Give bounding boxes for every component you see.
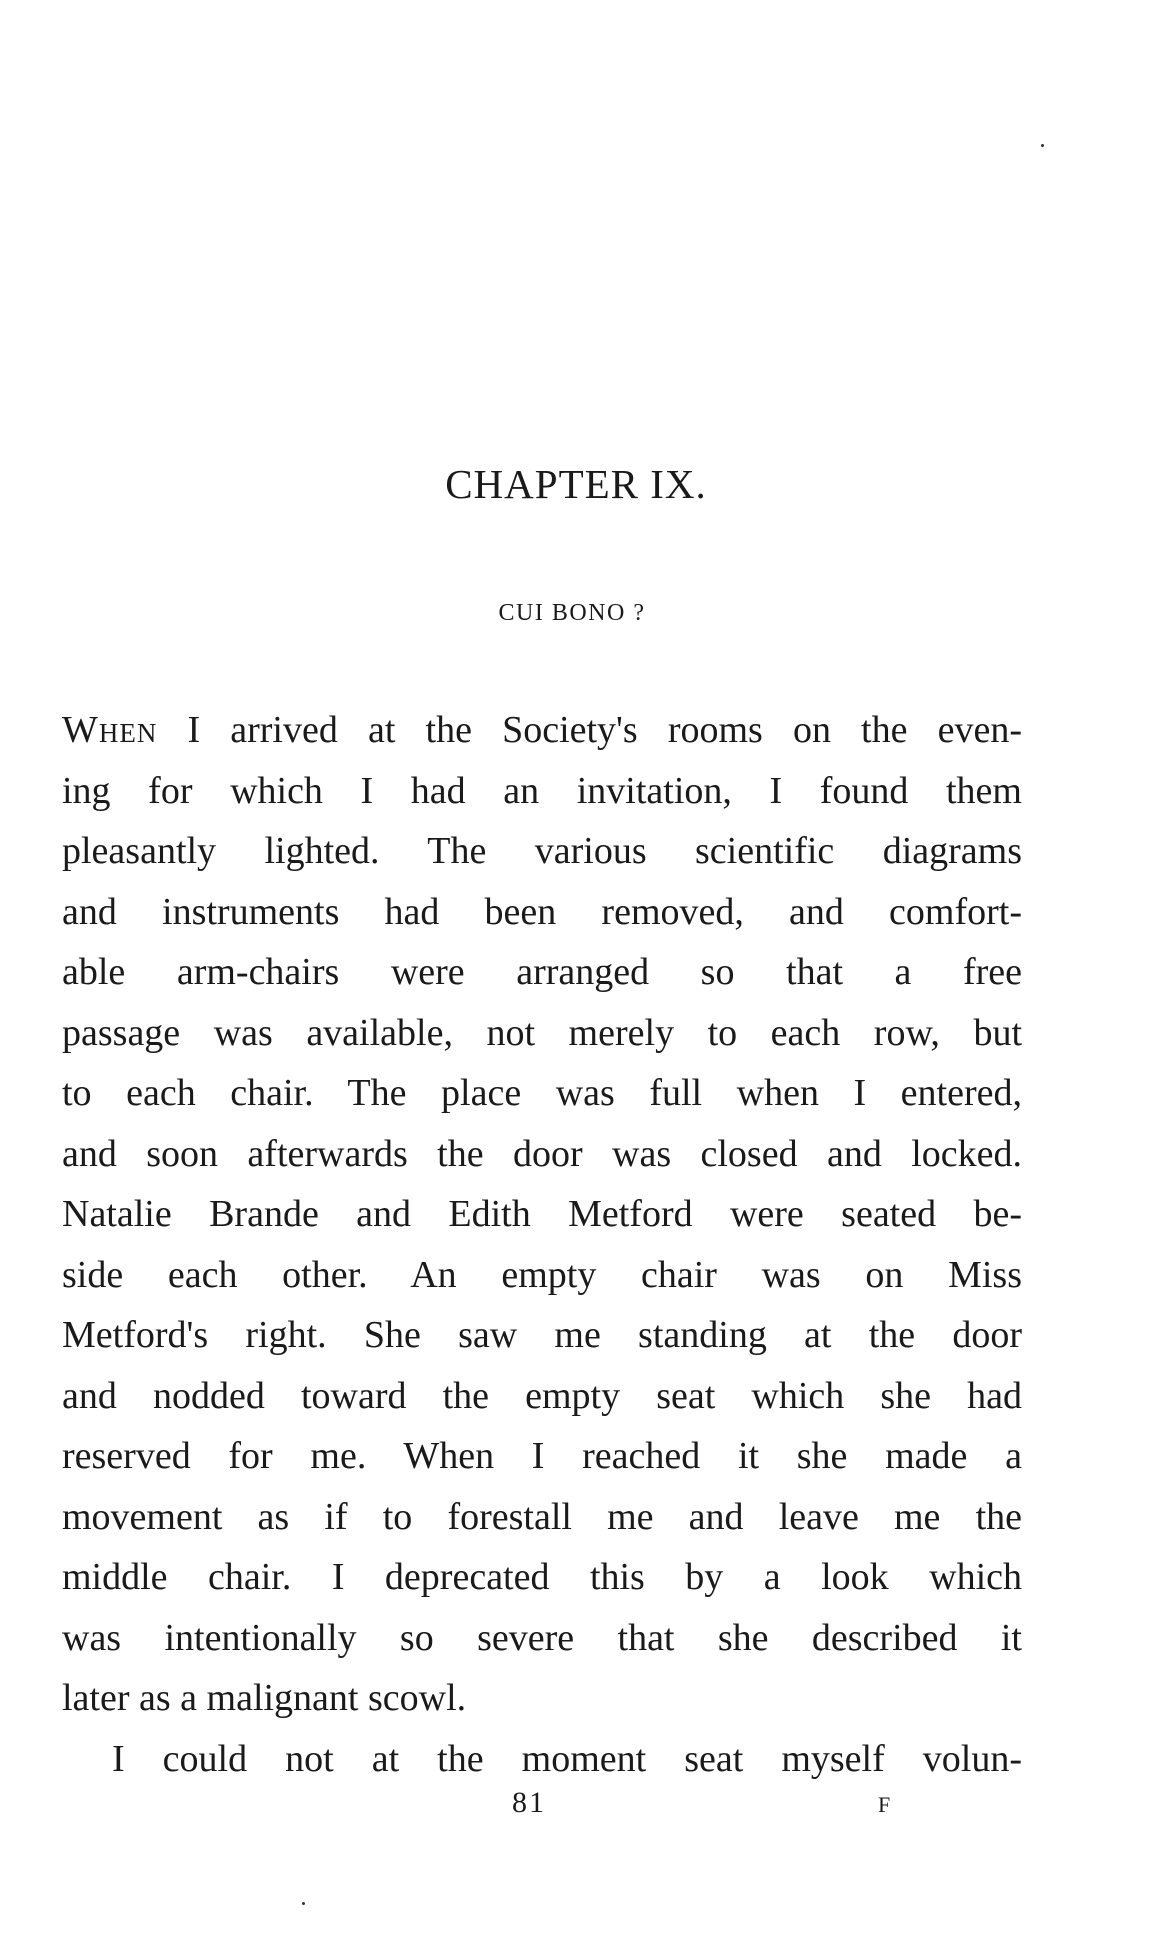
paragraph-line: able arm-chairs were arranged so that a free — [62, 951, 1022, 993]
paragraph-line: pleasantly lighted. The various scientific diagrams — [62, 830, 1022, 872]
drop-word: When — [62, 709, 158, 751]
print-speck — [1041, 144, 1044, 147]
line-text: I arrived at the Society's rooms on the even- — [157, 709, 1022, 751]
paragraph-line — [62, 700, 1022, 761]
chapter-heading: CHAPTER IX. — [445, 461, 707, 507]
paragraph-line: reserved for me. When I reached it she made a — [62, 1435, 1022, 1477]
signature-mark: F — [878, 1792, 893, 1817]
body-text — [62, 700, 1022, 1789]
paragraph-line: and nodded toward the empty seat which she had — [62, 1374, 1022, 1417]
paragraph-line: I could not at the moment seat myself volun- — [112, 1737, 1022, 1780]
paragraph-line: movement as if to forestall me and leave me the — [62, 1495, 1022, 1538]
page-number: 81 — [512, 1786, 546, 1819]
paragraph-line: to each chair. The place was full when I entered, — [62, 1072, 1022, 1114]
chapter-subtitle: CUI BONO ? — [498, 600, 646, 626]
paragraph-line: Metford's right. She saw me standing at the door — [62, 1314, 1022, 1356]
paragraph-line: side each other. An empty chair was on Miss — [62, 1253, 1022, 1296]
paragraph-line: later as a malignant scowl. — [62, 1677, 467, 1719]
paragraph-line: passage was available, not merely to each row, but — [62, 1011, 1022, 1054]
paragraph-line: Natalie Brande and Edith Metford were seated be- — [62, 1193, 1022, 1235]
paragraph-line: and instruments had been removed, and comfort- — [62, 890, 1022, 933]
paragraph-line: and soon afterwards the door was closed and locked. — [62, 1132, 1022, 1175]
print-speck — [302, 1902, 305, 1905]
paragraph-line: ing for which I had an invitation, I found them — [62, 769, 1022, 812]
paragraph-line: was intentionally so severe that she described it — [62, 1616, 1022, 1659]
paragraph-line: middle chair. I deprecated this by a look which — [62, 1556, 1022, 1598]
